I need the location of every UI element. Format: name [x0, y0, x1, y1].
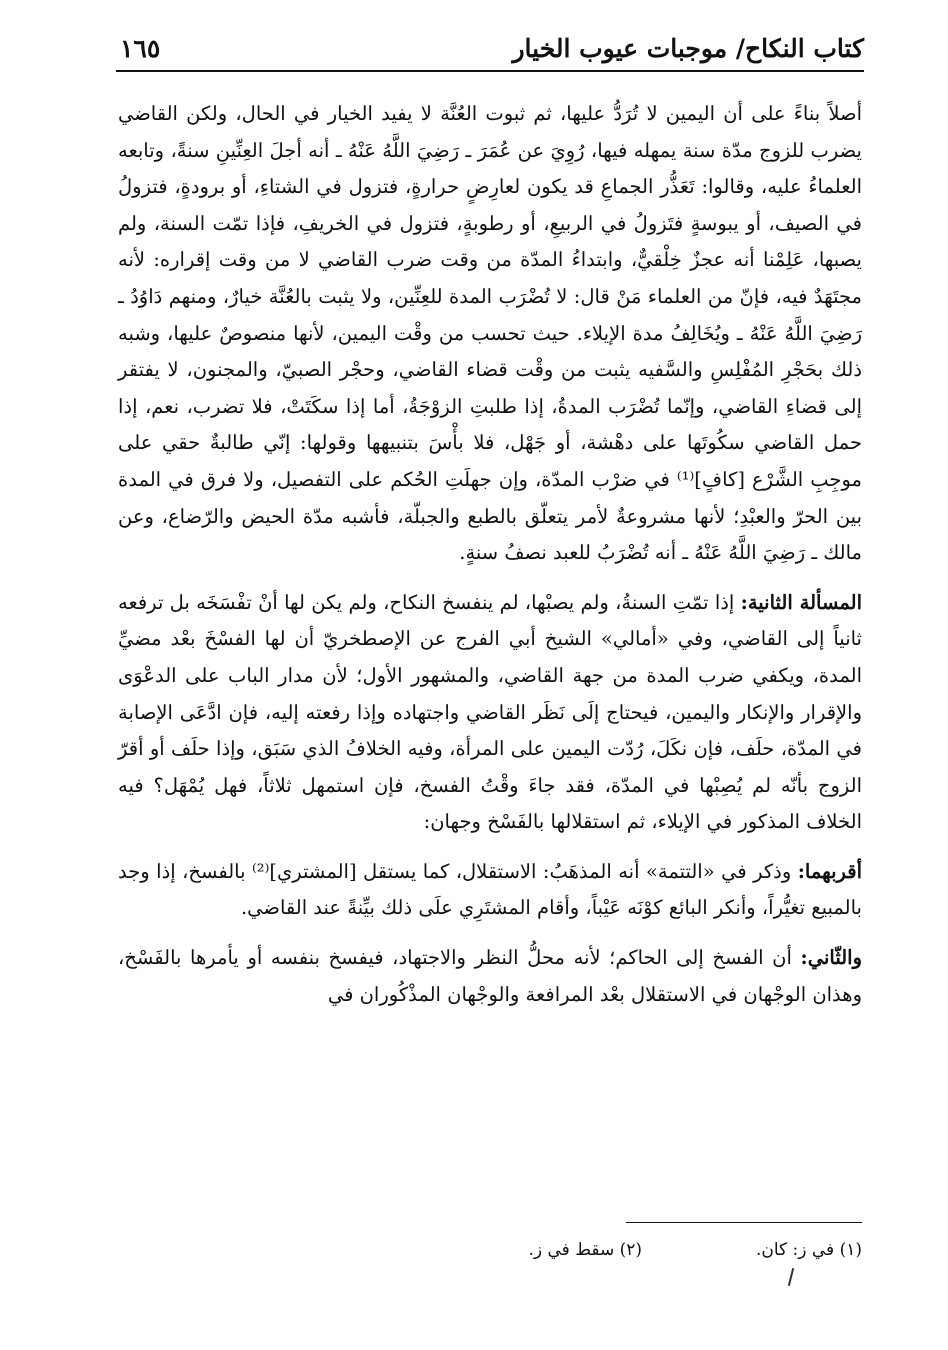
footnote-1: (١) في ز: كان.: [755, 1240, 862, 1260]
paragraph-1-text: أصلاً بناءً على أن اليمين لا تُرَدُّ عليها، ثم ثبوت العُنَّة لا يفيد الخيار في الحال، ولكن القاضي يضرب للزوج مدّة سنة يمهله فيها، رُوِيَ عن عُمَرَ ـ رَضِيَ اللَّهُ عَنْهُ ـ أنه أجلَ العِنِّينِ سنةً، وتابعه العلماءُ عليه، وقالوا: تَعَذُّر الجماعِ قد يكون لعارِضٍ حرارةٍ، فتزول في الشتاءِ، أو برودةٍ، فتزولُ في الصيف، أو يبوسةٍ فتَزولُ في الربيعِ، أو رطوبةٍ، فتزول في الخريفِ، فإذا تمّت السنة، ولم يصبها، عَلِمْنا أنه عجزٌ خِلْقيٌّ، وابتداءُ المدّة من وقت ضرب القاضي لا من وقت إقراره: لأنه مجتَهَدٌ فيه، فإنّ من العلماء مَنْ قال: لا تُضْرَب المدة للعِنِّين، ولا يثبت بالعُنَّة خيارٌ، ومنهم دَاوُدُ ـ رَضِيَ اللَّهُ عَنْهُ ـ ويُخَالِفُ مدة الإيلاء. حيث تحسب من وقْت اليمين، لأنها منصوصٌ عليها، وشبه ذلك بحَجْرِ المُفْلِسِ والسَّفيه يثبت من وقْت قضاء القاضي، وحجْر الصبيّ، والمجنون، لا يفتقر إلى قضاءِ القاضي، وإنّما تُضْرَب المدةُ، إذا طلبتِ الزوْجَةُ، أما إذا سكَتَتْ، فلا تضرب، نعم، إذا حمل القاضي سكُوتَها على دهْشة، أو جَهْل، فلا بأْسَ بتنبيهها وقولها: إنّي طالبةٌ حقي على موجِبِ الشَّرْع [كافٍ]⁽¹⁾ في ضرْب المدّة، وإن جهلَتِ الحُكم على التفصيل، ولا فرق في المدة بين الحرّ والعبْدِ؛ لأنها مشروعةٌ لأمر يتعلّق بالطبع والجبلّة، فأشبه مدّة الحيض والرّضاع، وعن مالك ـ رَضِيَ اللَّهُ عَنْهُ ـ أنه تُضْرَبُ للعبد نصفُ سنةٍ.: [118, 102, 862, 565]
paragraph-3-heading: أقربهما:: [797, 859, 863, 883]
paragraph-4-heading: والثّاني:: [800, 946, 862, 970]
page-header: [116, 28, 864, 72]
page-number: ١٦٥: [120, 34, 161, 63]
paragraph-2: [118, 585, 862, 841]
paragraph-2-heading: المسألة الثانية:: [740, 590, 862, 614]
paragraph-4: [118, 940, 862, 1013]
paragraph-1: [118, 96, 862, 572]
footnote-2: (٢) سقط في ز.: [528, 1240, 642, 1260]
footnote-rule: [626, 1222, 862, 1223]
paragraph-3-text: وذكر في «التتمة» أنه المذهَبُ: الاستقلال، كما يستقل [المشتري]⁽²⁾ بالفسخ، إذا وجد بالمبيع تغيُّراً، وأنكر البائع كوْنَه عَيْباً، وأقام المشتَرِي علَى ذلك بيِّنةً عند القاضي.: [118, 859, 862, 920]
paragraph-3: [118, 854, 862, 927]
footnotes: [118, 1236, 862, 1264]
running-title: كتاب النكاح/ موجبات عيوب الخيار: [512, 34, 864, 63]
header-rule: [116, 70, 864, 72]
paragraph-4-text: أن الفسخ إلى الحاكم؛ لأنه محلُّ النظر والاجتهاد، فيفسخ بنفسه أو يأمرها بالفَسْخ، وهذان الوجْهان في الاستقلال بعْد المرافعة والوجْهان المذْكُوران في: [118, 946, 862, 1006]
scan-mark: [788, 1268, 794, 1286]
paragraph-2-text: إذا تمّتِ السنةُ، ولم يصبْها، لم ينفسخ النكاح، ولم يكن لها أنْ تفْسَخَه بل ترفعه ثانياً إلى القاضي، وفي «أمالي» الشيخ أبي الفرج عن الإصطخريّ أن لها الفسْخَ بعْد مضيِّ المدة، ويكفي ضرب المدة من جهة القاضي، والمشهور الأول؛ لأن مدار الباب على الدعْوَى والإقرار والإنكار واليمين، فيحتاج إلَى نَظَر القاضي واجتهاده وإذا رفعته إليه، فإن ادَّعَى الإصابة في المدّة، حلَف، فإن نكَلَ، رُدّت اليمين على المرأة، وفيه الخلافُ الذي سَبَق، وإذا حلَف أو أقرّ الزوج بأنّه لم يُصِبْها في المدّة، فقد جاءَ وقْتُ الفسخ، فإن استمهل ثلاثاً، فهل يُمْهَل؟ فيه الخلاف المذكور في الإيلاء، ثم استقلالها بالفَسْخ وجهان:: [118, 590, 862, 834]
main-text: [118, 96, 862, 1026]
